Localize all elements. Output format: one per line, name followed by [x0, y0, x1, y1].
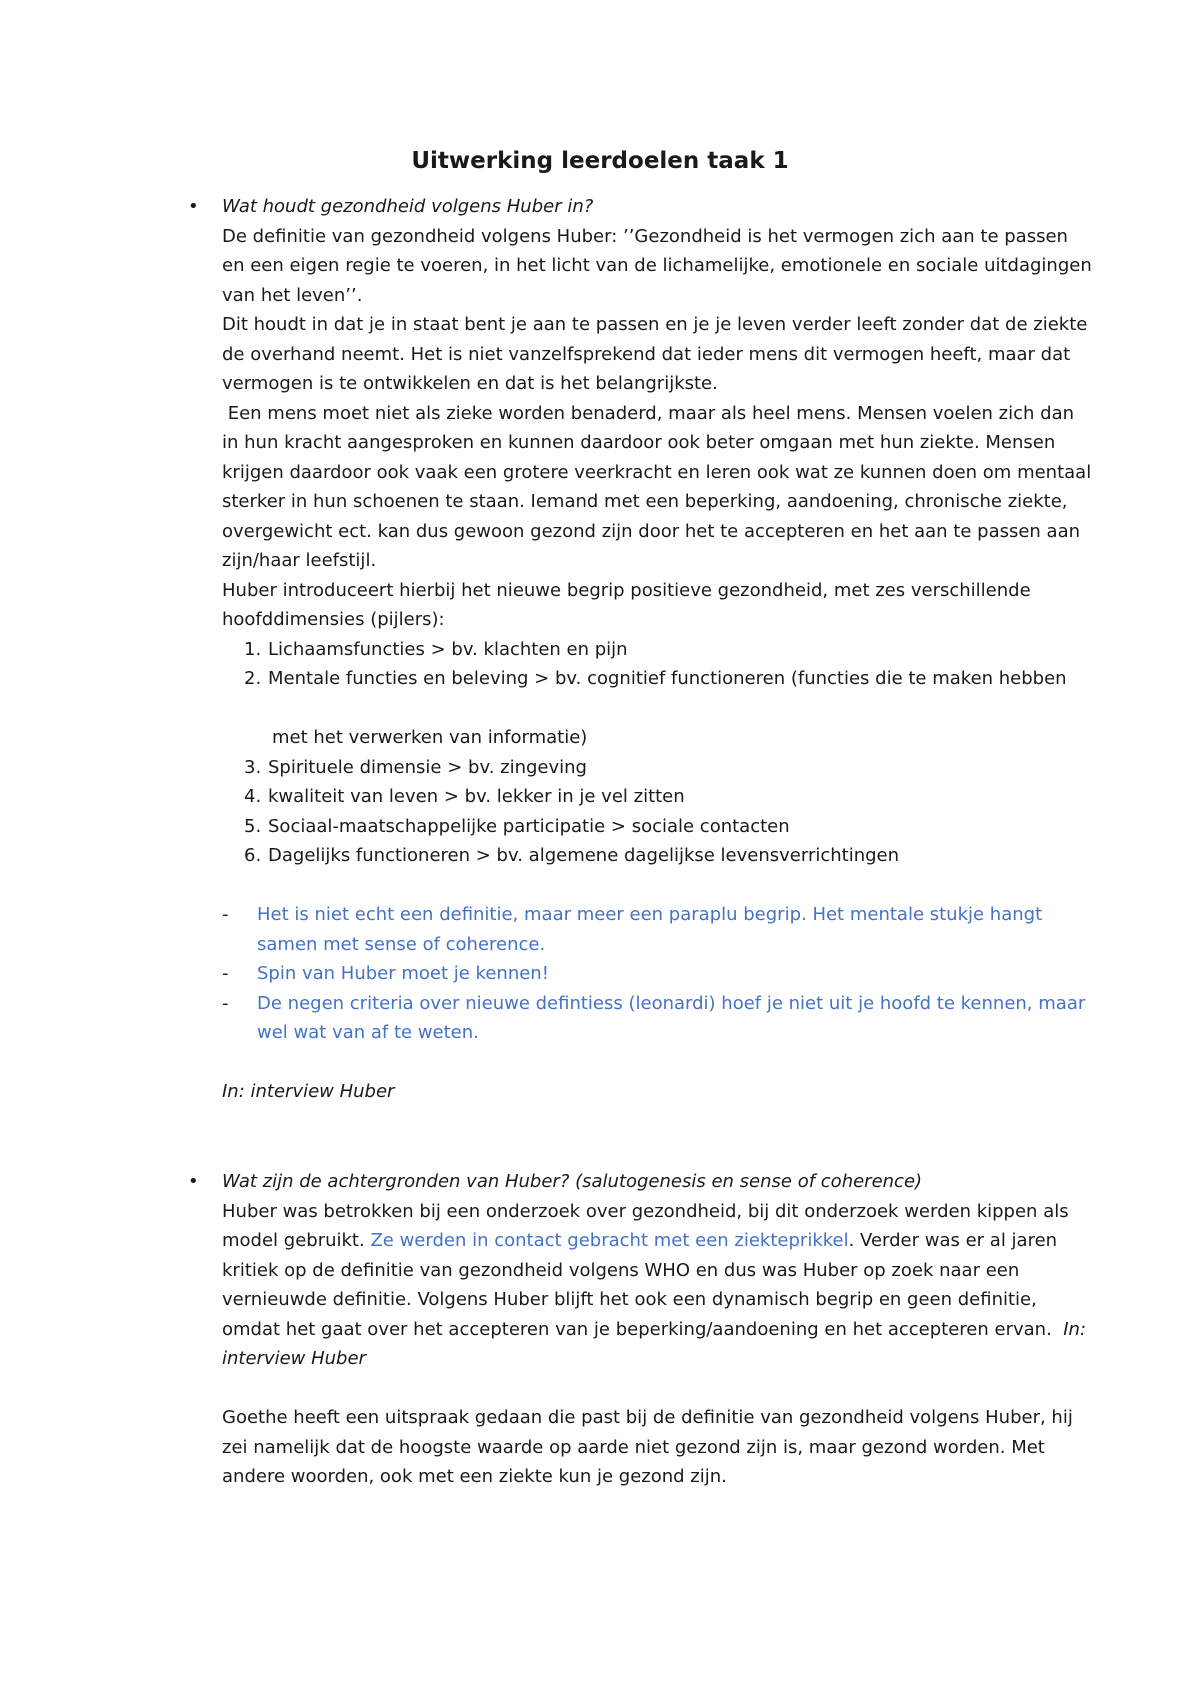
source-reference: In: interview Huber	[222, 1318, 1092, 1369]
question-heading: Wat zijn de achtergronden van Huber? (salutogenesis en sense of coherence)	[222, 1171, 923, 1192]
list-item: 6. Dagelijks functioneren > bv. algemene dagelijkse levensverrichtingen	[244, 845, 900, 866]
document-title: Uitwerking leerdoelen taak 1	[411, 148, 789, 174]
list-item: - Spin van Huber moet je kennen!	[222, 963, 549, 984]
section-huber-background	[188, 1167, 1092, 1492]
paragraph: De definitie van gezondheid volgens Huber: ’’Gezondheid is het vermogen zich aan te passen en een eigen regie te voeren, in het licht van de lichamelijke, emotionele en sociale uitdagingen van het leven’’.	[222, 225, 1092, 306]
source-reference: In: interview Huber	[222, 1081, 395, 1102]
paragraph: Huber introduceert hierbij het nieuwe begrip positieve gezondheid, met zes verschillende hoofddimensies (pijlers):	[222, 579, 1031, 630]
list-item: 2. Mentale functies en beleving > bv. cognitief functioneren (functies die te maken hebben	[244, 668, 1067, 689]
section-huber-definition	[188, 192, 1097, 1107]
list-item: 4. kwaliteit van leven > bv. lekker in je vel zitten	[244, 786, 685, 807]
question-heading: Wat houdt gezondheid volgens Huber in?	[222, 196, 594, 217]
highlighted-text: Ze werden in contact gebracht met een ziekteprikkel	[370, 1230, 849, 1251]
list-item-continuation: met het verwerken van informatie)	[272, 727, 588, 748]
list-item: - Het is niet echt een definitie, maar meer een paraplu begrip. Het mentale stukje hangt samen met sense of coherence.	[222, 904, 1043, 955]
paragraph: Een mens moet niet als zieke worden benaderd, maar als heel mens. Mensen voelen zich dan in hun kracht aangesproken en kunnen daardoor ook beter omgaan met hun ziekte. Mensen krijgen daardoor ook vaak een grotere veerkracht en leren ook wat ze kunnen doen om mentaal sterker in hun schoenen te staan. Iemand met een beperking, aandoening, chronische ziekte, overgewicht ect. kan dus gewoon gezond zijn door het te accepteren en het aan te passen aan zijn/haar leefstijl.	[222, 402, 1097, 571]
paragraph: Huber was betrokken bij een onderzoek over gezondheid, bij dit onderzoek werden kippen als model gebruikt. Ze werden in contact gebracht met een ziekteprikkel. Verder was er al jaren kritiek op de definitie van gezondheid volgens WHO en dus was Huber op zoek naar een vernieuwde definitie. Volgens Huber blijft het ook een dynamisch begrip en geen definitie, omdat het gaat over het accepteren van je beperking/aandoening en het accepteren ervan. In: interview Huber	[222, 1200, 1092, 1369]
list-item: 3. Spirituele dimensie > bv. zingeving	[244, 756, 587, 778]
list-item: 1. Lichaamsfuncties > bv. klachten en pijn	[244, 638, 628, 660]
bullet-marker: •	[188, 1171, 199, 1192]
bullet-marker: •	[188, 196, 199, 217]
notes-list	[222, 900, 1092, 1048]
list-item: 5. Sociaal-maatschappelijke participatie > sociale contacten	[244, 815, 790, 837]
paragraph: Dit houdt in dat je in staat bent je aan te passen en je je leven verder leeft zonder dat de ziekte de overhand neemt. Het is niet vanzelfsprekend dat ieder mens dit vermogen heeft, maar dat vermogen is te ontwikkelen en dat is het belangrijkste.	[222, 314, 1088, 394]
pillars-list	[222, 635, 1092, 871]
paragraph: Goethe heeft een uitspraak gedaan die past bij de definitie van gezondheid volgens Huber, hij zei namelijk dat de hoogste waarde op aarde niet gezond zijn is, maar gezond worden. Met andere woorden, ook met een ziekte kun je gezond zijn.	[222, 1407, 1073, 1487]
list-item: - De negen criteria over nieuwe defintiess (leonardi) hoef je niet uit je hoofd te kennen, maar wel wat van af te weten.	[222, 992, 1086, 1043]
